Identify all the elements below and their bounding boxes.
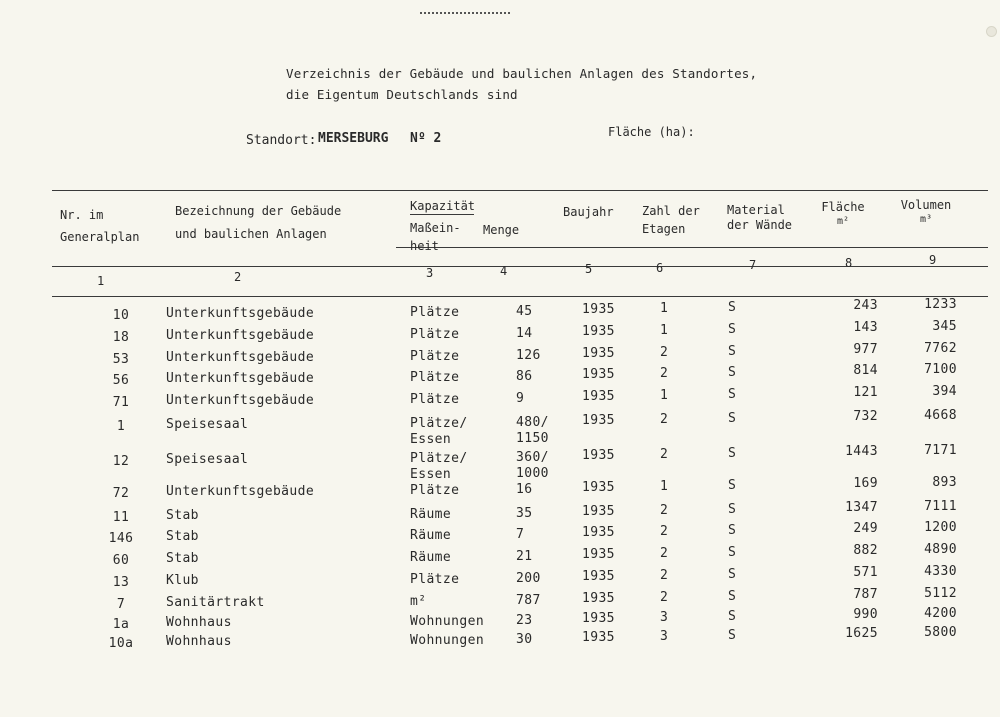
cell-etagen: 2 [660,568,669,583]
cell-volumen: 4330 [924,564,957,579]
cell-baujahr: 1935 [582,448,615,463]
cell-menge: 7 [516,527,525,542]
cell-etagen: 3 [660,610,669,625]
cell-masseinheit: Plätze [410,327,460,342]
cell-baujahr: 1935 [582,480,615,495]
cell-baujahr: 1935 [582,611,615,626]
cell-etagen: 2 [660,524,669,539]
cell-flaeche: 990 [853,607,878,622]
cell-baujahr: 1935 [582,413,615,428]
standort-value: MERSEBURG [318,131,389,146]
flaeche-ha-label: Fläche (ha): [608,125,695,139]
cell-flaeche: 169 [853,476,878,491]
cell-volumen: 7100 [924,362,957,377]
header-material: Material der Wände [727,203,793,232]
cell-masseinheit: Plätze [410,370,460,385]
cell-etagen: 2 [660,503,669,518]
cell-masseinheit: Räume [410,507,452,522]
table-top-rule [52,190,988,191]
cell-baujahr: 1935 [582,630,615,645]
cell-material: S [728,365,737,380]
cell-volumen: 893 [932,475,957,490]
cell-nr: 56 [112,373,130,388]
cell-menge: 9 [516,391,525,406]
cell-nr: 53 [112,352,130,367]
cell-bezeichnung: Stab [166,551,199,566]
cell-flaeche: 1347 [845,500,878,515]
cell-menge: 200 [516,571,541,586]
cell-nr: 10a [108,636,134,651]
cell-menge: 480/ [516,415,549,430]
cell-bezeichnung: Unterkunftsgebäude [166,328,315,343]
cell-baujahr: 1935 [582,504,615,519]
cell-flaeche: 732 [853,409,878,424]
cell-menge: 21 [516,549,533,564]
cell-masseinheit: Plätze [410,392,460,407]
cell-flaeche: 243 [853,298,878,313]
cell-nr: 1 [116,419,126,434]
cell-menge: 787 [516,593,541,608]
header-nr: Nr. im Generalplan [60,208,140,244]
cell-bezeichnung: Speisesaal [166,417,249,432]
cell-menge: 360/ [516,450,549,465]
colnum-4: 4 [500,264,508,278]
cell-volumen: 4200 [924,606,957,621]
punch-hole-top [986,26,997,37]
cell-bezeichnung: Sanitärtrakt [166,595,265,610]
cell-etagen: 1 [660,388,669,403]
cell-flaeche: 1443 [845,444,878,459]
header-masseinheit: Maßein- heit [410,221,461,253]
cell-etagen: 2 [660,546,669,561]
cell-etagen: 2 [660,590,669,605]
cell-material: S [728,545,737,560]
heading-line-1: Verzeichnis der Gebäude und baulichen Anlagen des Standortes, [286,66,758,81]
cell-bezeichnung: Speisesaal [166,452,249,467]
cell-baujahr: 1935 [582,346,615,361]
cell-masseinheit: Plätze [410,349,460,364]
cell-masseinheit: Räume [410,528,452,543]
cell-flaeche: 882 [853,543,878,558]
cell-bezeichnung: Stab [166,508,199,523]
cell-menge: 16 [516,482,533,497]
header-flaeche: Fläche m² [821,200,865,227]
cell-bezeichnung: Unterkunftsgebäude [166,306,315,321]
header-menge: Menge [483,223,520,237]
cell-masseinheit-line2: Essen [410,467,452,482]
cell-masseinheit: Plätze [410,305,460,320]
cell-flaeche: 143 [853,320,878,335]
cell-volumen: 4668 [924,408,957,423]
cell-volumen: 345 [932,319,957,334]
cell-etagen: 2 [660,366,669,381]
cell-material: S [728,344,737,359]
cell-baujahr: 1935 [582,324,615,339]
cell-nr: 71 [112,395,130,410]
cell-volumen: 5800 [924,625,957,640]
cell-baujahr: 1935 [582,547,615,562]
cell-bezeichnung: Stab [166,529,199,544]
header-etagen: Zahl der Etagen [642,204,700,236]
standort-label: Standort: [246,133,317,148]
cell-flaeche: 814 [853,363,878,378]
cell-volumen: 7111 [924,499,957,514]
cell-material: S [728,609,737,624]
cell-volumen: 5112 [924,586,957,601]
cell-masseinheit: Wohnungen [410,614,485,629]
cell-etagen: 2 [660,345,669,360]
top-scan-mark [420,12,510,14]
colnum-3: 3 [426,266,434,280]
cell-menge-line2: 1150 [516,431,549,446]
header-bezeichnung: Bezeichnung der Gebäude und baulichen Anlagen [175,204,342,241]
cell-baujahr: 1935 [582,569,615,584]
cell-etagen: 1 [660,479,669,494]
cell-flaeche: 787 [853,587,878,602]
cell-material: S [728,478,737,493]
colnum-7: 7 [749,258,757,272]
cell-material: S [728,411,737,426]
header-bottom-rule [396,247,988,248]
cell-menge: 45 [516,304,533,319]
cell-nr: 10 [112,308,130,323]
cell-bezeichnung: Unterkunftsgebäude [166,371,315,386]
cell-masseinheit: Wohnungen [410,633,485,648]
cell-nr: 7 [116,597,126,612]
cell-baujahr: 1935 [582,367,615,382]
cell-etagen: 1 [660,301,669,316]
cell-material: S [728,628,737,643]
cell-baujahr: 1935 [582,302,615,317]
colnum-5: 5 [585,262,593,276]
cell-nr: 12 [112,454,130,469]
cell-bezeichnung: Wohnhaus [166,634,232,649]
colnum-6: 6 [656,261,664,275]
cell-flaeche: 977 [853,342,878,357]
cell-etagen: 2 [660,412,669,427]
cell-volumen: 7171 [924,443,957,458]
cell-nr: 13 [112,575,130,590]
cell-volumen: 4890 [924,542,957,557]
cell-volumen: 7762 [924,341,957,356]
cell-material: S [728,300,737,315]
cell-volumen: 1233 [924,297,957,312]
cell-etagen: 3 [660,629,669,644]
cell-menge: 126 [516,348,541,363]
cell-baujahr: 1935 [582,389,615,404]
cell-baujahr: 1935 [582,525,615,540]
cell-material: S [728,387,737,402]
cell-material: S [728,322,737,337]
cell-masseinheit: Plätze/ [410,451,468,466]
header-kapazitaet: Kapazität [410,199,476,213]
cell-baujahr: 1935 [582,591,615,606]
cell-material: S [728,589,737,604]
cell-material: S [728,567,737,582]
cell-material: S [728,523,737,538]
cell-material: S [728,502,737,517]
cell-flaeche: 1625 [845,626,878,641]
cell-menge: 14 [516,326,533,341]
colnum-1: 1 [97,274,105,288]
cell-etagen: 1 [660,323,669,338]
cell-nr: 146 [108,531,134,546]
cell-nr: 11 [112,510,130,525]
cell-menge: 86 [516,369,533,384]
cell-masseinheit: Plätze [410,483,460,498]
colnum-2: 2 [234,270,242,284]
cell-volumen: 394 [932,384,957,399]
cell-flaeche: 571 [853,565,878,580]
cell-nr: 72 [112,486,130,501]
colnum-8: 8 [845,256,853,270]
cell-masseinheit: Plätze [410,572,460,587]
cell-masseinheit: m² [410,594,427,609]
standort-number: Nº 2 [410,131,442,146]
header-baujahr: Baujahr [563,205,614,219]
cell-bezeichnung: Wohnhaus [166,615,232,630]
header-volumen: Volumen m³ [900,198,952,225]
cell-flaeche: 249 [853,521,878,536]
cell-bezeichnung: Unterkunftsgebäude [166,484,315,499]
cell-etagen: 2 [660,447,669,462]
cell-masseinheit: Plätze/ [410,416,468,431]
cell-menge: 23 [516,613,533,628]
colnum-bottom-rule [52,296,988,297]
cell-volumen: 1200 [924,520,957,535]
heading-line-2: die Eigentum Deutschlands sind [286,87,518,102]
cell-bezeichnung: Unterkunftsgebäude [166,393,315,408]
cell-bezeichnung: Klub [166,573,199,588]
cell-nr: 1a [112,617,130,632]
cell-nr: 18 [112,330,130,345]
cell-bezeichnung: Unterkunftsgebäude [166,350,315,365]
cell-menge: 35 [516,506,533,521]
cell-masseinheit-line2: Essen [410,432,452,447]
cell-menge: 30 [516,632,533,647]
cell-masseinheit: Räume [410,550,452,565]
cell-nr: 60 [112,553,130,568]
cell-flaeche: 121 [853,385,878,400]
cell-menge-line2: 1000 [516,466,549,481]
colnum-9: 9 [929,253,937,267]
cell-material: S [728,446,737,461]
